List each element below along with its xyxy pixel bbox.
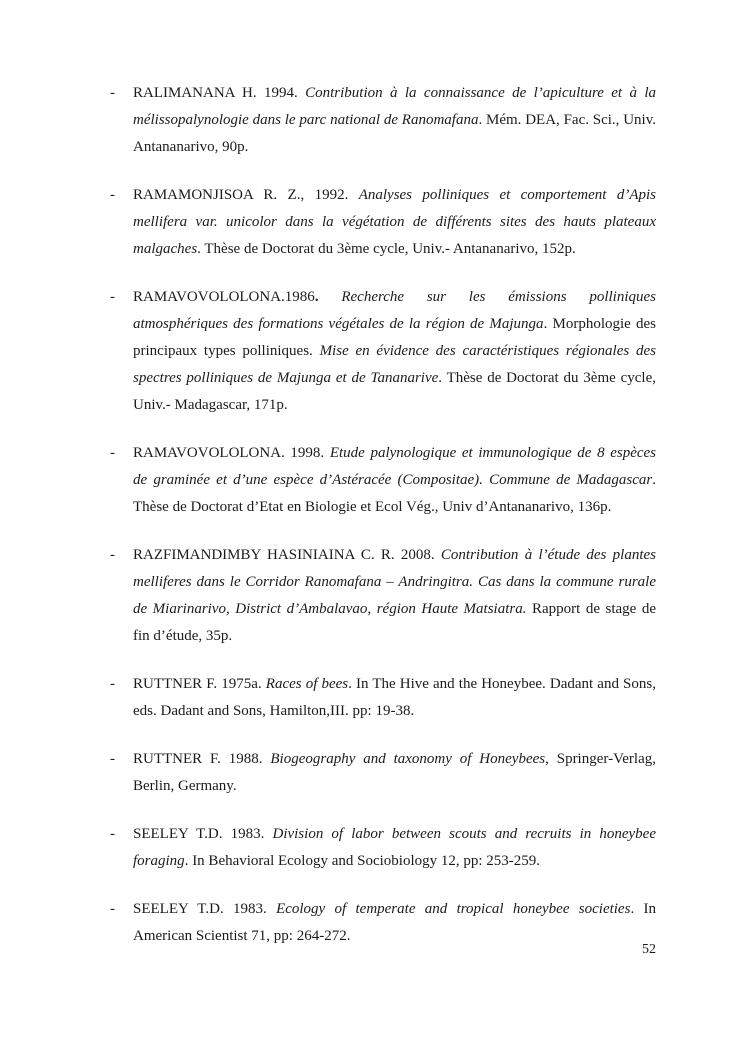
reference-item — [110, 182, 656, 263]
reference-item — [110, 542, 656, 650]
reference-text: RUTTNER F. 1988. Biogeography and taxonomy of Honeybees, Springer-Verlag, Berlin, Germany. — [133, 751, 656, 794]
reference-text: RAZFIMANDIMBY HASINIAINA C. R. 2008. Contribution à l’étude des plantes melliferes dans le Corridor Ranomafana – Andringitra. Cas dans la commune rurale de Miarinarivo, District d’Ambalavao, région Haute Matsiatra. Rapport de stage de fin d’étude, 35p. — [133, 547, 657, 644]
page-number: 52 — [642, 942, 656, 957]
reference-text: RAMAVOVOLOLONA. 1998. Etude palynologique et immunologique de 8 espèces de graminée et d’une espèce d’Astéracée (Compositae). Commune de Madagascar. Thèse de Doctorat d’Etat en Biologie et Ecol Vég., Univ d’Antananarivo, 136p. — [133, 445, 657, 515]
list-dash-marker: - — [110, 826, 115, 842]
reference-item — [110, 896, 656, 950]
list-dash-marker: - — [110, 289, 115, 305]
reference-text: SEELEY T.D. 1983. Ecology of temperate and tropical honeybee societies. In American Scientist 71, pp: 264-272. — [133, 901, 656, 944]
list-dash-marker: - — [110, 751, 115, 767]
reference-item — [110, 80, 656, 161]
list-dash-marker: - — [110, 547, 115, 563]
reference-item — [110, 746, 656, 800]
list-dash-marker: - — [110, 187, 115, 203]
reference-text: RAMAVOVOLOLONA.1986. Recherche sur les émissions polliniques atmosphériques des formations végétales de la région de Majunga. Morphologie des principaux types polliniques. Mise en évidence des caractéristiques régionales des spectres polliniques de Majunga et de Tananarive. Thèse de Doctorat du 3ème cycle, Univ.- Madagascar, 171p. — [133, 289, 657, 413]
reference-text: SEELEY T.D. 1983. Division of labor between scouts and recruits in honeybee foraging. In Behavioral Ecology and Sociobiology 12, pp: 253-259. — [133, 826, 656, 869]
reference-item — [110, 821, 656, 875]
list-dash-marker: - — [110, 445, 115, 461]
list-dash-marker: - — [110, 85, 115, 101]
list-dash-marker: - — [110, 676, 115, 692]
list-dash-marker: - — [110, 901, 115, 917]
reference-item — [110, 671, 656, 725]
reference-item — [110, 440, 656, 521]
references-list — [110, 80, 656, 971]
reference-text: RUTTNER F. 1975a. Races of bees. In The Hive and the Honeybee. Dadant and Sons, eds. Dadant and Sons, Hamilton,III. pp: 19-38. — [133, 676, 656, 719]
reference-text: RAMAMONJISOA R. Z., 1992. Analyses polliniques et comportement d’Apis mellifera var. unicolor dans la végétation de différents sites des hauts plateaux malgaches. Thèse de Doctorat du 3ème cycle, Univ.- Antananarivo, 152p. — [133, 187, 656, 257]
reference-text: RALIMANANA H. 1994. Contribution à la connaissance de l’apiculture et à la mélissopalynologie dans le parc national de Ranomafana. Mém. DEA, Fac. Sci., Univ. Antananarivo, 90p. — [133, 85, 656, 155]
reference-item — [110, 284, 656, 419]
